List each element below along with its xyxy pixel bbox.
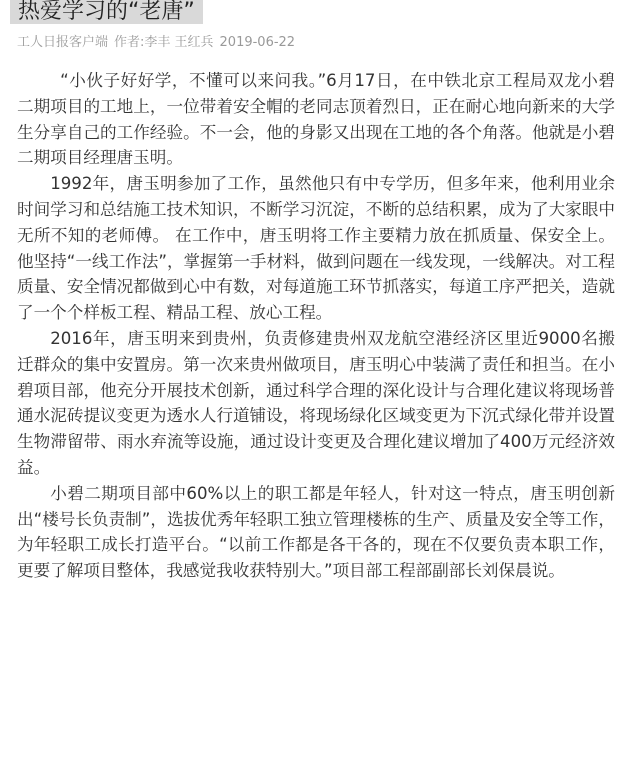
article-title: 热爱学习的“老唐” [18, 0, 195, 24]
article-source: 工人日报客户端 [17, 35, 109, 50]
article-date: 2019-06-22 [219, 35, 296, 50]
article-authors: 作者:李丰 王红兵 [114, 35, 214, 50]
article-meta [17, 33, 301, 53]
article-paragraph: 小碧二期项目部中60%以上的职工都是年轻人，针对这一特点，唐玉明创新出“楼号长负责制”，选拔优秀年轻职工独立管理楼栋的生产、质量及安全等工作，为年轻职工成长打造平台。“以前工作都是各干各的，现在不仅要负责本职工作，更要了解项目整体，我感觉我收获特别大。”项目部工程部副部长刘保晨说。 [17, 483, 615, 581]
article-paragraph: “小伙子好好学，不懂可以来问我。”6月17日，在中铁北京工程局双龙小碧二期项目的工地上，一位带着安全帽的老同志顶着烈日，正在耐心地向新来的大学生分享自己的工作经验。不一会，他的身影又出现在工地的各个角落。他就是小碧二期项目经理唐玉明。 [17, 71, 615, 168]
article-body [17, 68, 615, 584]
article-paragraph: 2016年，唐玉明来到贵州，负责修建贵州双龙航空港经济区里近9000名搬迁群众的集中安置房。第一次来贵州做项目，唐玉明心中装满了责任和担当。在小碧项目部，他充分开展技术创新，通过科学合理的深化设计与合理化建议将现场普通水泥砖提议变更为透水人行道铺设，将现场绿化区域变更为下沉式绿化带并设置生物滞留带、雨水弃流等设施，通过设计变更及合理化建议增加了400万元经济效益。 [17, 328, 615, 477]
title-highlight [10, 0, 203, 24]
article-paragraph: 1992年，唐玉明参加了工作，虽然他只有中专学历，但多年来，他利用业余时间学习和总结施工技术知识，不断学习沉淀，不断的总结积累，成为了大家眼中无所不知的老师傅。 在工作中，唐玉明将工作主要精力放在抓质量、保安全上。他坚持“一线工作法”，掌握第一手材料，做到问题在一线发现，一线解决。对工程质量、安全情况都做到心中有数，对每道施工环节抓落实，每道工序严把关，造就了一个个样板工程、精品工程、放心工程。 [17, 174, 615, 323]
